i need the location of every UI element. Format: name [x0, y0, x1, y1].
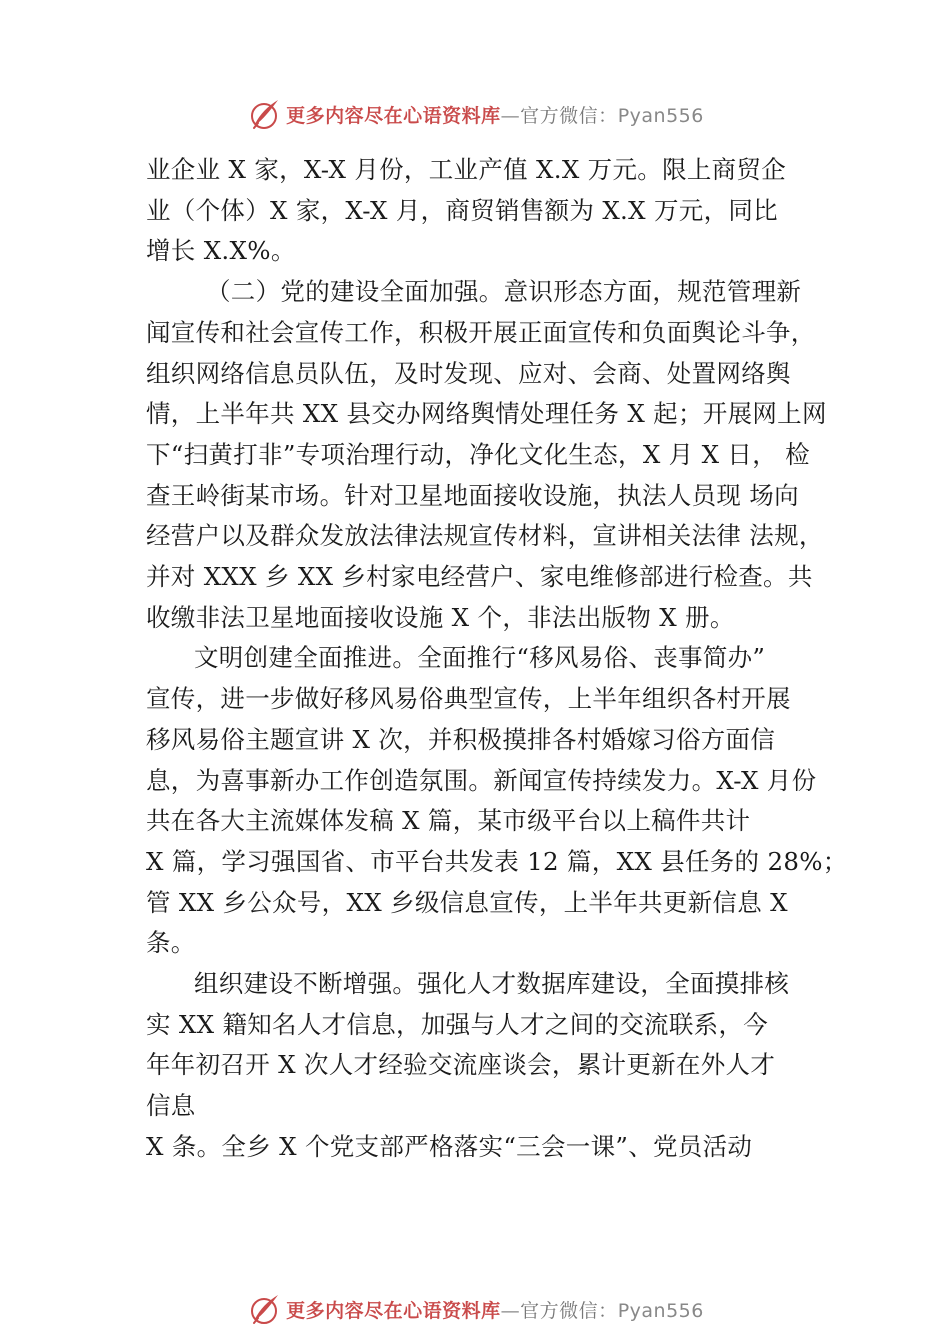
body-line: 移风易俗主题宣讲 X 次，并积极摸排各村婚嫁习俗方面信 — [146, 724, 776, 754]
body-line: 管 XX 乡公众号，XX 乡级信息宣传，上半年共更新信息 X — [146, 887, 788, 917]
body-line: 息，为喜事新办工作创造氛围。新闻宣传持续发力。X-X 月份 — [146, 765, 817, 795]
watermark-wechat-id: Pyan556 — [617, 104, 704, 127]
footer-watermark — [0, 1289, 950, 1329]
body-line: 业（个体）X 家，X-X 月，商贸销售额为 X.X 万元，同比 — [146, 195, 778, 225]
header-watermark — [0, 94, 950, 134]
body-line: 信息 — [146, 1091, 196, 1121]
body-line: 共在各大主流媒体发稿 X 篇，某市级平台以上稿件共计 — [146, 806, 751, 836]
body-line: X 条。全乡 X 个党支部严格落实“三会一课”、党员活动 — [146, 1131, 753, 1161]
body-line: 业企业 X 家，X-X 月份，工业产值 X.X 万元。限上商贸企 — [146, 155, 787, 184]
document-body — [146, 150, 848, 1168]
body-line: 并对 XXX 乡 XX 乡村家电经营户、家电维修部进行检查。共 — [146, 562, 813, 592]
watermark-separator: — — [500, 1299, 521, 1322]
paragraph-start-line: （二）党的建设全面加强。意识形态方面，规范管理新 — [206, 277, 802, 307]
body-line: X 篇，学习强国省、市平台共发表 12 篇，XX 县任务的 28%； — [146, 846, 848, 876]
watermark-text — [286, 101, 704, 128]
watermark-wechat-label: 官方微信： — [520, 104, 618, 127]
watermark-brand: 更多内容尽在心语资料库 — [286, 104, 501, 127]
body-line: 闻宣传和社会宣传工作，积极开展正面宣传和负面舆论斗争， — [146, 317, 816, 347]
body-line: 查王岭街某市场。针对卫星地面接收设施，执法人员现 场向 — [146, 480, 799, 510]
feather-pen-logo-icon — [246, 96, 282, 132]
watermark-text — [286, 1296, 704, 1323]
body-line: 增长 X.X%。 — [146, 236, 296, 266]
paragraph-start-line: 文明创建全面推进。全面推行“移风易俗、丧事简办” — [194, 643, 766, 673]
watermark-wechat-label: 官方微信： — [520, 1299, 618, 1322]
watermark-separator: — — [500, 104, 521, 127]
body-line: 情，上半年共 XX 县交办网络舆情处理任务 X 起；开展网上网 — [146, 399, 827, 429]
body-line: 组织网络信息员队伍，及时发现、应对、会商、处置网络舆 — [146, 358, 791, 388]
body-line: 年年初召开 X 次人才经验交流座谈会，累计更新在外人才 — [146, 1050, 776, 1080]
watermark-brand: 更多内容尽在心语资料库 — [286, 1299, 501, 1322]
body-line: 条。 — [146, 928, 196, 958]
body-line: 经营户以及群众发放法律法规宣传材料，宣讲相关法律 法规， — [146, 521, 824, 551]
paragraph-start-line: 组织建设不断增强。强化人才数据库建设，全面摸排核 — [194, 969, 790, 999]
body-line: 宣传，进一步做好移风易俗典型宣传，上半年组织各村开展 — [146, 684, 791, 714]
watermark-wechat-id: Pyan556 — [617, 1299, 704, 1322]
feather-pen-logo-icon — [246, 1291, 282, 1327]
body-line: 收缴非法卫星地面接收设施 X 个，非法出版物 X 册。 — [146, 602, 735, 632]
body-line: 实 XX 籍知名人才信息，加强与人才之间的交流联系，今 — [146, 1009, 769, 1039]
body-line: 下“扫黄打非”专项治理行动，净化文化生态，X 月 X 日， 检 — [146, 439, 810, 469]
